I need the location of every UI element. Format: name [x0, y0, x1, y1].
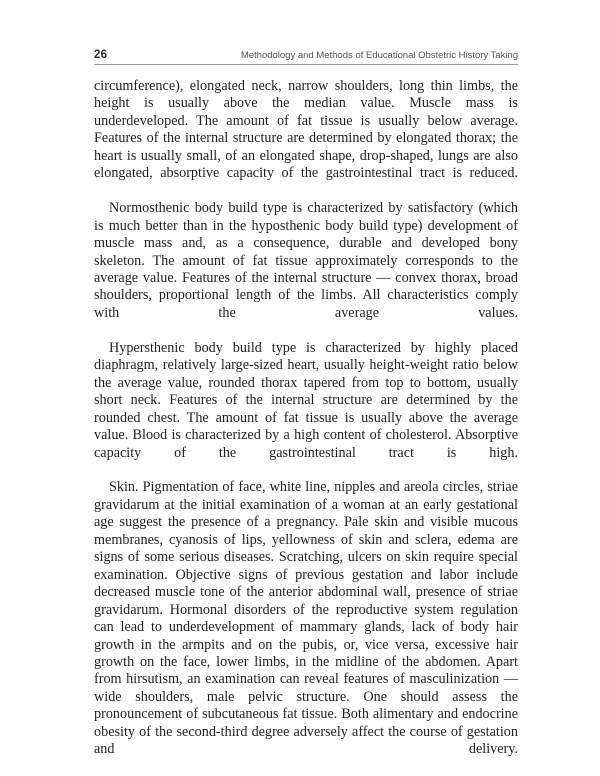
paragraph: Hypersthenic body build type is characterized by highly placed diaphragm, relatively large-sized heart, usually height-weight ratio below the average value, rounded thorax tapered from top to bottom, usually short neck. Features of the internal structure are determined by the rounded chest. The amount of fat tissue is usually above the average value. Blood is characterized by a high content of cholesterol. Absorptive capacity of the gastrointestinal tract is high.: [94, 339, 518, 461]
paragraph: Normosthenic body build type is characterized by satisfactory (which is much better than in the hyposthenic body build type) development of muscle mass and, as a consequence, durable and developed bony skeleton. The amount of fat tissue approximately corresponds to the average value. Features of the internal structure — convex thorax, broad shoulders, proportional length of the limbs. All characteristics comply with the average values.: [94, 200, 518, 321]
paragraph: circumference), elongated neck, narrow shoulders, long thin limbs, the height is usually above the median value. Muscle mass is underdeveloped. The amount of fat tissue is usually below average. Features of the internal structure are determined by elongated thorax; the heart is usually small, of an elongated shape, drop-shaped, lungs are also elongated, absorptive capacity of the gastrointestinal tract is reduced.: [94, 78, 518, 182]
running-head-title: Methodology and Methods of Educational Obstetric History Taking: [240, 50, 518, 62]
paragraph: Skin. Pigmentation of face, white line, nipples and areola circles, striae gravidarum at the initial examination of a woman at an early gestational age suggest the presence of a pregnancy. Pale skin and visible mucous membranes, cyanosis of lips, yellowness of skin and sclera, edema are signs of some serious diseases. Scratching, ulcers on skin require special examination. Objective signs of previous gestation and labor include decreased muscle tone of the anterior abdominal wall, presence of striae gravidarum. Hormonal disorders of the reproductive system regulation can lead to underdevelopment of mammary glands, lack of body hair growth in the armpits and on the pubis, or, vice versa, excessive hair growth on the face, lower limbs, in the midline of the abdomen. Apart from hirsutism, an examination can reveal features of masculinization — wide shoulders, male pelvic structure. One should assess the pronouncement of subcutaneous fat tissue. Both alimentary and endocrine obesity of the second-third degree adversely affect the course of gestation and delivery.: [94, 479, 518, 758]
running-head: [94, 45, 518, 65]
body-text-column: [94, 78, 518, 776]
page-number: 26: [94, 48, 108, 61]
